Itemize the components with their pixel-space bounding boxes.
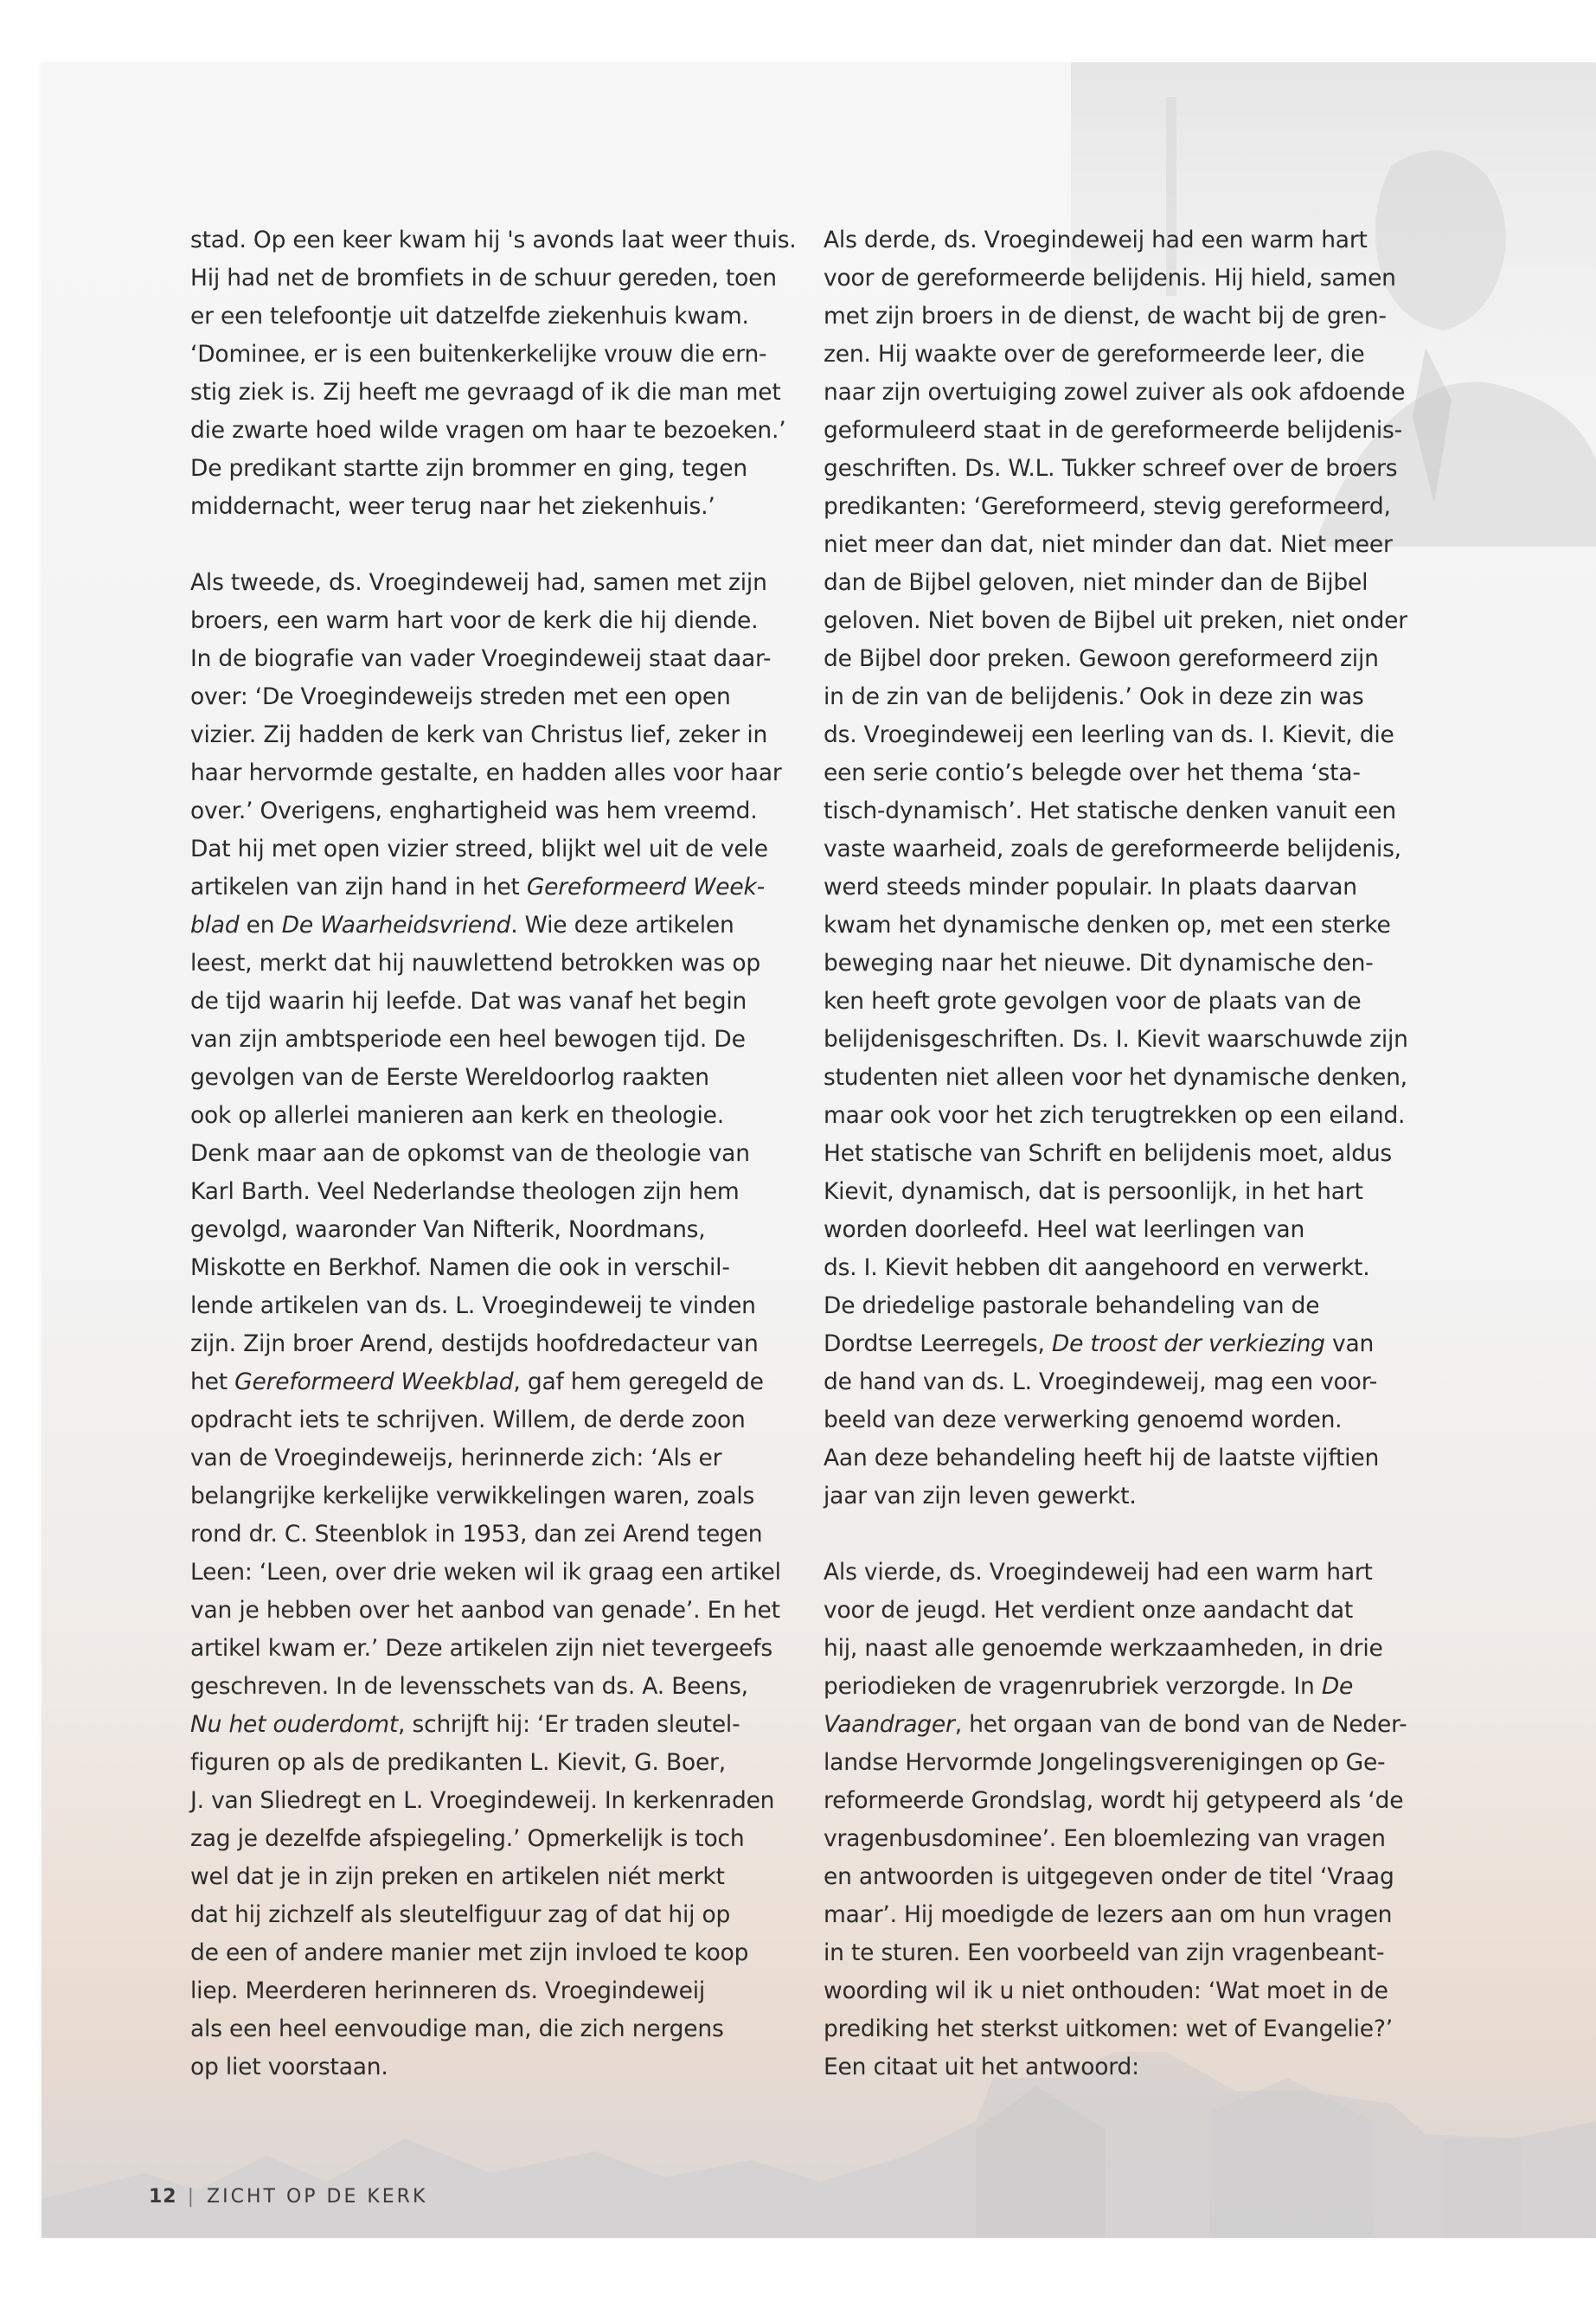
text-run: haar hervormde gestalte, en hadden alles voor haar bbox=[190, 760, 782, 786]
text-run: zen. Hij waakte over de gereformeerde leer, die bbox=[824, 341, 1365, 368]
text-line bbox=[190, 1021, 787, 1059]
text-line bbox=[190, 1896, 787, 1934]
text-line bbox=[190, 1135, 787, 1173]
text-run: artikel kwam er.’ Deze artikelen zijn niet tevergeefs bbox=[190, 1635, 772, 1662]
text-line bbox=[190, 1592, 787, 1630]
text-run: de tijd waarin hij leefde. Dat was vanaf het begin bbox=[190, 988, 747, 1015]
text-run: ‘Dominee, er is een buitenkerkelijke vrouw die ern- bbox=[190, 341, 767, 368]
text-run: hij, naast alle genoemde werkzaamheden, in drie bbox=[824, 1635, 1383, 1662]
text-line bbox=[824, 1934, 1420, 1972]
text-line bbox=[190, 1173, 787, 1211]
text-line bbox=[190, 450, 787, 488]
publication-name: ZICHT OP DE KERK bbox=[207, 2186, 428, 2208]
text-run: kwam het dynamische denken op, met een sterke bbox=[824, 912, 1391, 939]
text-line bbox=[190, 298, 787, 336]
text-run: Kievit, dynamisch, dat is persoonlijk, in het hart bbox=[824, 1178, 1363, 1205]
text-run: periodieken de vragenrubriek verzorgde. In bbox=[824, 1673, 1322, 1700]
text-line bbox=[190, 1858, 787, 1896]
text-line bbox=[190, 1249, 787, 1287]
italic-title: blad bbox=[190, 912, 240, 939]
paragraph bbox=[190, 564, 787, 2086]
text-run: dat hij zichzelf als sleutelfiguur zag of dat hij op bbox=[190, 1901, 731, 1928]
text-run: figuren op als de predikanten L. Kievit, G. Boer, bbox=[190, 1749, 726, 1776]
text-run: voor de jeugd. Het verdient onze aandacht dat bbox=[824, 1597, 1354, 1624]
text-line bbox=[824, 526, 1420, 564]
text-line bbox=[190, 412, 787, 450]
text-line bbox=[190, 1820, 787, 1858]
text-run: artikelen van zijn hand in het bbox=[190, 874, 527, 901]
text-line bbox=[824, 1363, 1420, 1401]
text-line bbox=[190, 792, 787, 830]
text-run: een serie contio’s belegde over het thema ‘sta- bbox=[824, 760, 1361, 786]
text-run: geschreven. In de levensschets van ds. A. Beens, bbox=[190, 1673, 748, 1700]
text-line bbox=[824, 374, 1420, 412]
text-line bbox=[190, 374, 787, 412]
text-run: die zwarte hoed wilde vragen om haar te bezoeken.’ bbox=[190, 417, 786, 444]
text-run: wel dat je in zijn preken en artikelen niét merkt bbox=[190, 1863, 725, 1890]
text-run: geschriften. Ds. W.L. Tukker schreef over de broers bbox=[824, 455, 1398, 482]
text-run: maar ook voor het zich terugtrekken op een eiland. bbox=[824, 1102, 1406, 1129]
text-line bbox=[190, 1363, 787, 1401]
text-run: J. van Sliedregt en L. Vroegindeweij. In kerkenraden bbox=[190, 1787, 775, 1814]
text-line bbox=[824, 1896, 1420, 1934]
text-line bbox=[824, 260, 1420, 298]
italic-title: De troost der verkiezing bbox=[1051, 1330, 1325, 1357]
text-run: Als vierde, ds. Vroegindeweij had een warm hart bbox=[824, 1559, 1373, 1586]
text-run: van je hebben over het aanbod van genade’. En het bbox=[190, 1597, 780, 1624]
text-line bbox=[824, 1744, 1420, 1782]
text-run: de een of andere manier met zijn invloed te koop bbox=[190, 1939, 749, 1966]
text-run: voor de gereformeerde belijdenis. Hij hield, samen bbox=[824, 265, 1396, 292]
text-run: geformuleerd staat in de gereformeerde belijdenis- bbox=[824, 417, 1402, 444]
text-line bbox=[824, 1554, 1420, 1592]
text-line bbox=[824, 1668, 1420, 1706]
text-run: worden doorleefd. Heel wat leerlingen van bbox=[824, 1216, 1305, 1243]
text-line bbox=[824, 716, 1420, 754]
text-run: Miskotte en Berkhof. Namen die ook in verschil- bbox=[190, 1254, 730, 1281]
text-run: , gaf hem geregeld de bbox=[513, 1368, 764, 1395]
text-line bbox=[824, 1135, 1420, 1173]
text-line bbox=[824, 678, 1420, 716]
paragraph bbox=[824, 221, 1420, 1516]
text-run: belangrijke kerkelijke verwikkelingen waren, zoals bbox=[190, 1483, 755, 1509]
text-line bbox=[190, 1706, 787, 1744]
text-run: in de zin van de belijdenis.’ Ook in deze zin was bbox=[824, 683, 1364, 710]
text-line bbox=[824, 1287, 1420, 1325]
left-text-column bbox=[190, 221, 797, 2086]
text-run: Dordtse Leerregels, bbox=[824, 1330, 1052, 1357]
text-line bbox=[190, 1097, 787, 1135]
text-run: prediking het sterkst uitkomen: wet of Evangelie?’ bbox=[824, 2016, 1393, 2042]
text-line bbox=[190, 260, 787, 298]
paragraph bbox=[190, 221, 797, 526]
text-run: naar zijn overtuiging zowel zuiver als ook afdoende bbox=[824, 379, 1406, 406]
text-line bbox=[190, 221, 797, 260]
text-run: De predikant startte zijn brommer en ging, tegen bbox=[190, 455, 747, 482]
text-run: gevolgd, waaronder Van Nifterik, Noordmans, bbox=[190, 1216, 706, 1243]
text-run: liep. Meerderen herinneren ds. Vroegindeweij bbox=[190, 1977, 706, 2004]
text-run: dan de Bijbel geloven, niet minder dan de Bijbel bbox=[824, 569, 1368, 596]
text-run: Aan deze behandeling heeft hij de laatste vijftien bbox=[824, 1445, 1380, 1471]
text-line bbox=[824, 602, 1420, 640]
text-run: In de biografie van vader Vroegindeweij staat daar- bbox=[190, 645, 772, 672]
text-line bbox=[190, 983, 787, 1021]
text-line bbox=[824, 1249, 1420, 1287]
text-line bbox=[190, 907, 787, 945]
italic-title: Gereformeerd Week- bbox=[526, 874, 765, 901]
text-line bbox=[824, 1021, 1420, 1059]
paragraph bbox=[824, 1554, 1420, 2086]
text-line bbox=[824, 640, 1420, 678]
text-line bbox=[824, 1820, 1420, 1858]
text-run: op liet voorstaan. bbox=[190, 2054, 388, 2080]
text-line bbox=[824, 1630, 1420, 1668]
text-run: zag je dezelfde afspiegeling.’ Opmerkelijk is toch bbox=[190, 1825, 745, 1852]
text-line bbox=[190, 868, 787, 907]
text-line bbox=[824, 830, 1420, 868]
text-run: en antwoorden is uitgegeven onder de titel ‘Vraag bbox=[824, 1863, 1394, 1890]
text-line bbox=[190, 945, 787, 983]
text-line bbox=[824, 945, 1420, 983]
text-run: van bbox=[1324, 1330, 1375, 1357]
text-line bbox=[824, 868, 1420, 907]
text-line bbox=[190, 1934, 787, 1972]
text-line bbox=[824, 1401, 1420, 1439]
text-line bbox=[190, 1211, 787, 1249]
text-line bbox=[824, 450, 1420, 488]
text-line bbox=[824, 2010, 1420, 2048]
text-line bbox=[824, 1477, 1420, 1516]
text-line bbox=[190, 678, 787, 716]
text-line bbox=[824, 1325, 1420, 1363]
text-line bbox=[824, 1858, 1420, 1896]
text-run: met zijn broers in de dienst, de wacht bij de gren- bbox=[824, 303, 1387, 330]
text-run: Een citaat uit het antwoord: bbox=[824, 2054, 1139, 2080]
text-run: vragenbusdominee’. Een bloemlezing van vragen bbox=[824, 1825, 1386, 1852]
text-run: . Wie deze artikelen bbox=[510, 912, 734, 939]
text-run: zijn. Zijn broer Arend, destijds hoofdredacteur van bbox=[190, 1330, 759, 1357]
text-run: ken heeft grote gevolgen voor de plaats van de bbox=[824, 988, 1362, 1015]
text-line bbox=[824, 336, 1420, 374]
text-run: Leen: ‘Leen, over drie weken wil ik graag een artikel bbox=[190, 1559, 781, 1586]
text-run: , het orgaan van de bond van de Neder- bbox=[954, 1711, 1407, 1738]
text-run: stig ziek is. Zij heeft me gevraagd of ik die man met bbox=[190, 379, 781, 406]
text-run: geloven. Niet boven de Bijbel uit preken, niet onder bbox=[824, 607, 1407, 634]
text-run: het bbox=[190, 1368, 235, 1395]
text-run: werd steeds minder populair. In plaats daarvan bbox=[824, 874, 1357, 901]
text-line bbox=[824, 754, 1420, 792]
text-line bbox=[824, 1592, 1420, 1630]
text-line bbox=[824, 221, 1420, 260]
page-number: 12 bbox=[149, 2186, 177, 2208]
text-line bbox=[824, 1173, 1420, 1211]
text-run: vaste waarheid, zoals de gereformeerde belijdenis, bbox=[824, 836, 1401, 862]
text-line bbox=[190, 336, 787, 374]
italic-title: Nu het ouderdomt bbox=[190, 1711, 399, 1738]
text-line bbox=[190, 1668, 787, 1706]
text-line bbox=[190, 754, 787, 792]
text-line bbox=[190, 640, 787, 678]
text-line bbox=[190, 564, 787, 602]
text-line bbox=[190, 830, 787, 868]
text-run: Hij had net de bromfiets in de schuur gereden, toen bbox=[190, 265, 777, 292]
text-run: predikanten: ‘Gereformeerd, stevig gereformeerd, bbox=[824, 493, 1391, 520]
text-line bbox=[190, 1401, 787, 1439]
text-line bbox=[190, 1630, 787, 1668]
footer-separator: | bbox=[187, 2186, 197, 2208]
text-run: Dat hij met open vizier streed, blijkt wel uit de vele bbox=[190, 836, 768, 862]
text-run: de hand van ds. L. Vroegindeweij, mag een voor- bbox=[824, 1368, 1378, 1395]
text-run: beeld van deze verwerking genoemd worden. bbox=[824, 1407, 1343, 1433]
text-line bbox=[824, 792, 1420, 830]
text-run: als een heel eenvoudige man, die zich nergens bbox=[190, 2016, 724, 2042]
text-run: lende artikelen van ds. L. Vroegindeweij te vinden bbox=[190, 1292, 756, 1319]
text-line bbox=[824, 2048, 1420, 2086]
text-line bbox=[824, 1972, 1420, 2010]
italic-title: Vaandrager bbox=[824, 1711, 955, 1738]
text-line bbox=[824, 1782, 1420, 1820]
text-line bbox=[190, 602, 787, 640]
text-run: , schrijft hij: ‘Er traden sleutel- bbox=[398, 1711, 740, 1738]
text-line bbox=[190, 1059, 787, 1097]
text-line bbox=[824, 488, 1420, 526]
text-run: van de Vroegindeweijs, herinnerde zich: ‘Als er bbox=[190, 1445, 722, 1471]
text-run: reformeerde Grondslag, wordt hij getypeerd als ‘de bbox=[824, 1787, 1404, 1814]
text-run: vizier. Zij hadden de kerk van Christus lief, zeker in bbox=[190, 721, 768, 748]
text-run: rond dr. C. Steenblok in 1953, dan zei Arend tegen bbox=[190, 1521, 763, 1548]
text-line bbox=[824, 298, 1420, 336]
text-line bbox=[190, 1554, 787, 1592]
text-line bbox=[824, 1059, 1420, 1097]
text-line bbox=[190, 1325, 787, 1363]
text-line bbox=[824, 983, 1420, 1021]
text-run: maar’. Hij moedigde de lezers aan om hun vragen bbox=[824, 1901, 1393, 1928]
text-run: Als derde, ds. Vroegindeweij had een warm hart bbox=[824, 227, 1368, 253]
text-line bbox=[824, 1706, 1420, 1744]
text-run: middernacht, weer terug naar het ziekenhuis.’ bbox=[190, 493, 715, 520]
text-run: de Bijbel door preken. Gewoon gereformeerd zijn bbox=[824, 645, 1379, 672]
text-run: in te sturen. Een voorbeeld van zijn vragenbeant- bbox=[824, 1939, 1385, 1966]
text-run: Als tweede, ds. Vroegindeweij had, samen met zijn bbox=[190, 569, 767, 596]
text-run: ds. Vroegindeweij een leerling van ds. I. Kievit, die bbox=[824, 721, 1394, 748]
text-run: gevolgen van de Eerste Wereldoorlog raakten bbox=[190, 1064, 709, 1091]
text-run: Denk maar aan de opkomst van de theologie van bbox=[190, 1140, 750, 1167]
text-line bbox=[190, 2010, 787, 2048]
text-run: landse Hervormde Jongelingsverenigingen op Ge- bbox=[824, 1749, 1386, 1776]
text-line bbox=[824, 1211, 1420, 1249]
text-run: beweging naar het nieuwe. Dit dynamische den- bbox=[824, 950, 1374, 977]
text-line bbox=[190, 1972, 787, 2010]
text-line bbox=[824, 907, 1420, 945]
italic-title: De Waarheidsvriend bbox=[281, 912, 511, 939]
text-run: en bbox=[239, 912, 282, 939]
page-footer bbox=[149, 2186, 427, 2208]
text-run: jaar van zijn leven gewerkt. bbox=[824, 1483, 1137, 1509]
text-line bbox=[190, 488, 787, 526]
text-run: over: ‘De Vroegindeweijs streden met een open bbox=[190, 683, 731, 710]
text-run: opdracht iets te schrijven. Willem, de derde zoon bbox=[190, 1407, 746, 1433]
text-line bbox=[824, 412, 1420, 450]
text-line bbox=[190, 716, 787, 754]
text-line bbox=[190, 1439, 787, 1477]
text-line bbox=[824, 1439, 1420, 1477]
text-line bbox=[190, 1516, 787, 1554]
text-run: tisch-dynamisch’. Het statische denken vanuit een bbox=[824, 798, 1396, 824]
text-line bbox=[190, 2048, 787, 2086]
text-line bbox=[190, 1782, 787, 1820]
text-run: stad. Op een keer kwam hij 's avonds laat weer thuis. bbox=[190, 227, 797, 253]
magazine-page bbox=[42, 62, 1596, 2238]
text-line bbox=[190, 1744, 787, 1782]
text-run: ds. I. Kievit hebben dit aangehoord en verwerkt. bbox=[824, 1254, 1370, 1281]
text-line bbox=[824, 564, 1420, 602]
text-run: De driedelige pastorale behandeling van de bbox=[824, 1292, 1320, 1319]
text-run: belijdenisgeschriften. Ds. I. Kievit waarschuwde zijn bbox=[824, 1026, 1408, 1053]
text-line bbox=[190, 1477, 787, 1516]
text-run: Karl Barth. Veel Nederlandse theologen zijn hem bbox=[190, 1178, 740, 1205]
text-run: woording wil ik u niet onthouden: ‘Wat moet in de bbox=[824, 1977, 1388, 2004]
text-run: over.’ Overigens, enghartigheid was hem vreemd. bbox=[190, 798, 758, 824]
text-line bbox=[190, 1287, 787, 1325]
text-line bbox=[824, 1097, 1420, 1135]
text-run: leest, merkt dat hij nauwlettend betrokken was op bbox=[190, 950, 760, 977]
text-run: niet meer dan dat, niet minder dan dat. Niet meer bbox=[824, 531, 1393, 558]
text-run: er een telefoontje uit datzelfde ziekenhuis kwam. bbox=[190, 303, 749, 330]
text-run: ook op allerlei manieren aan kerk en theologie. bbox=[190, 1102, 724, 1129]
text-run: broers, een warm hart voor de kerk die hij diende. bbox=[190, 607, 759, 634]
text-run: studenten niet alleen voor het dynamische denken, bbox=[824, 1064, 1407, 1091]
italic-title: Gereformeerd Weekblad bbox=[234, 1368, 514, 1395]
italic-title: De bbox=[1321, 1673, 1354, 1700]
text-run: Het statische van Schrift en belijdenis moet, aldus bbox=[824, 1140, 1393, 1167]
right-text-column bbox=[824, 221, 1420, 2086]
text-run: van zijn ambtsperiode een heel bewogen tijd. De bbox=[190, 1026, 746, 1053]
